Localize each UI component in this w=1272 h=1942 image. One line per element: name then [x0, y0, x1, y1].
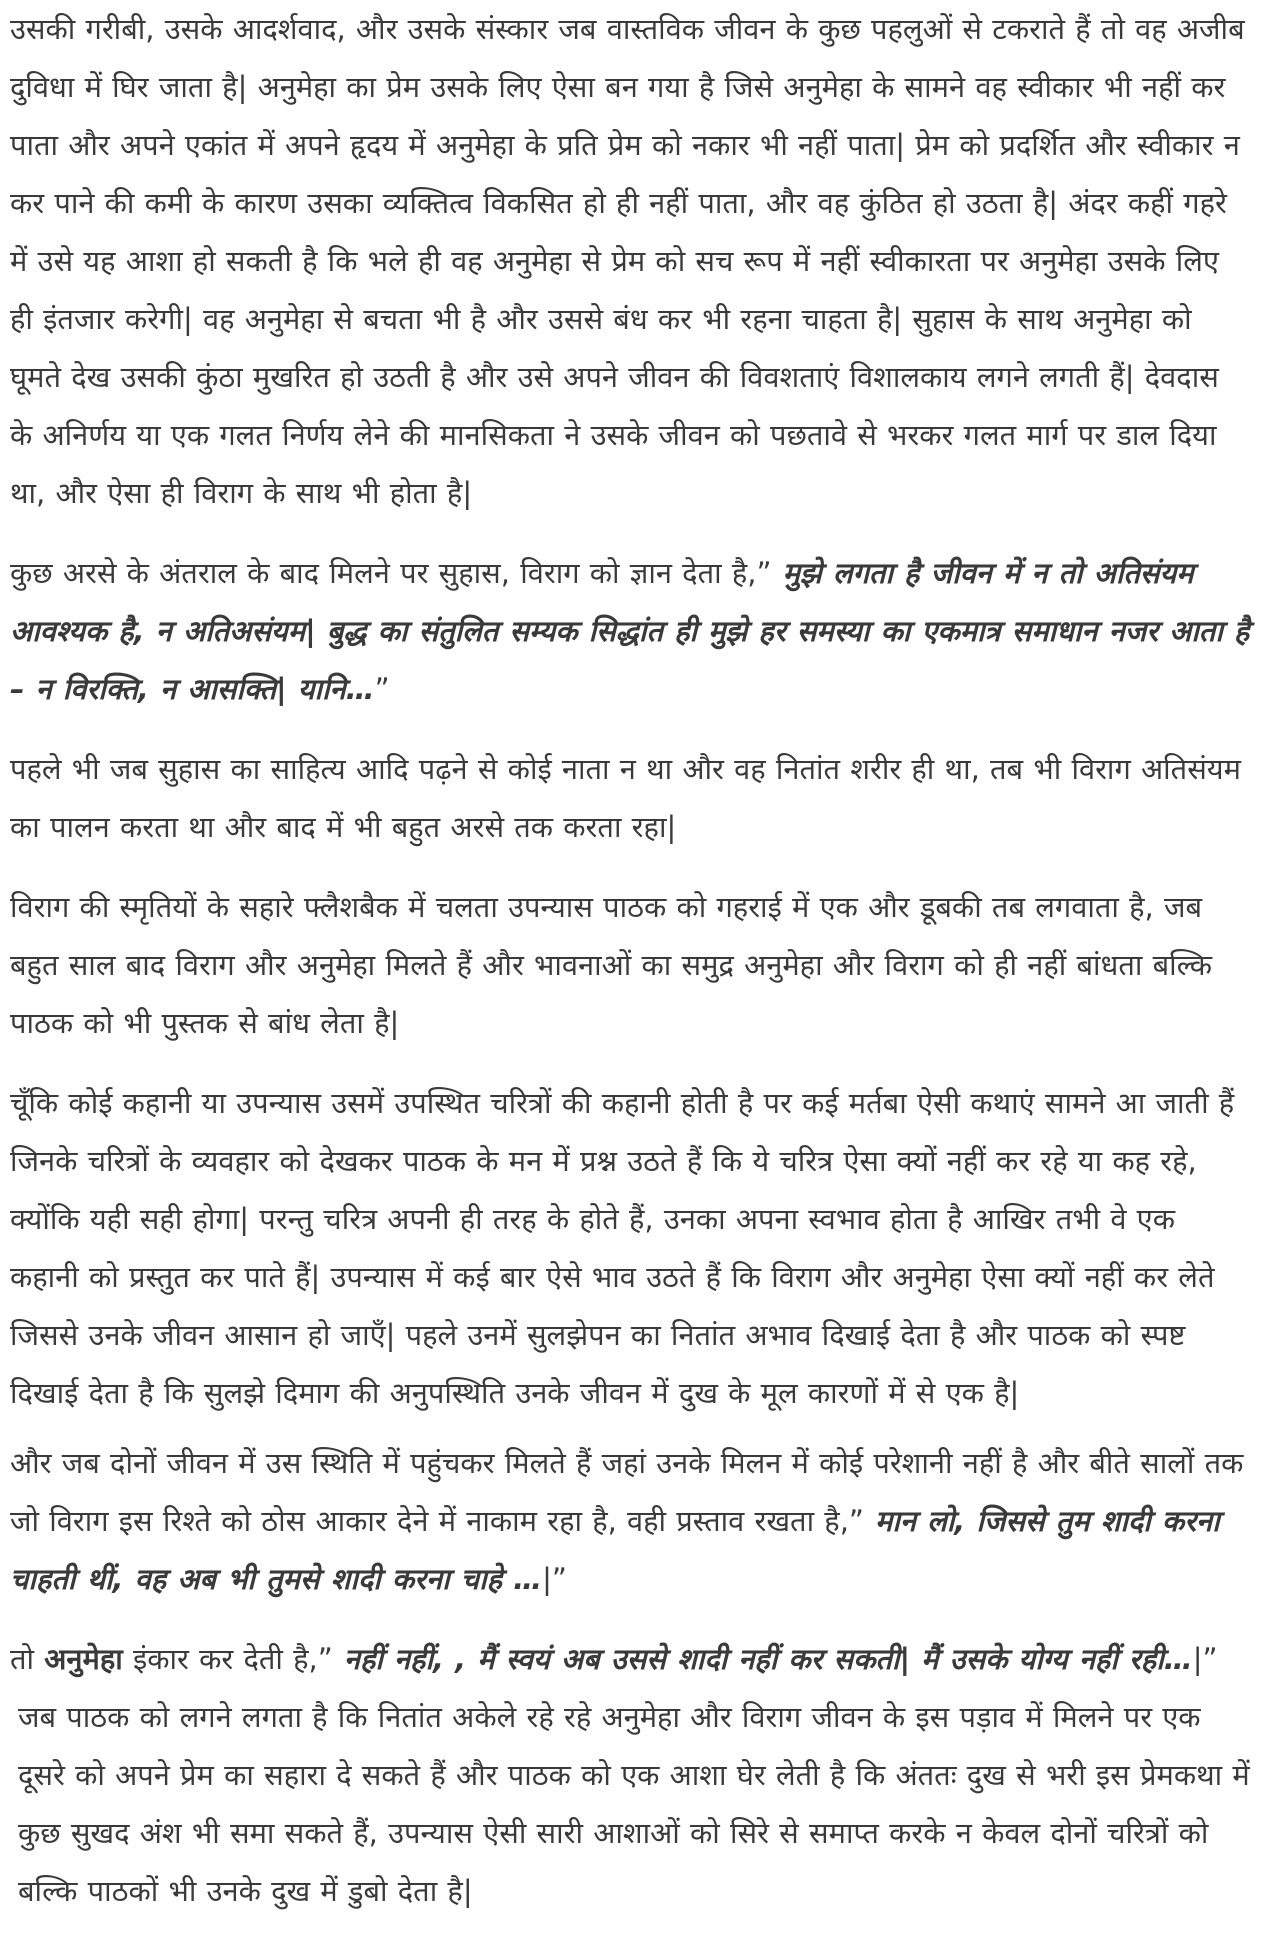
- paragraph-5: चूँकि कोई कहानी या उपन्यास उसमें उपस्थित चरित्रों की कहानी होती है पर कई मर्तबा ऐसी कथाएं सामने आ जाती हैं जिनके चरित्रों के व्यवहार को देखकर पाठक के मन में प्रश्न उठते हैं कि ये चरित्र ऐसा क्यों नहीं कर रहे या कह रहे, क्योंकि यही सही होगा| परन्तु चरित्र अपनी ही तरह के होते हैं, उनका अपना स्वभाव होता है आखिर तभी वे एक कहानी को प्रस्तुत कर पाते हैं| उपन्यास में कई बार ऐसे भाव उठते हैं कि विराग और अनुमेहा ऐसा क्यों नहीं कर लेते जिससे उनके जीवन आसान हो जाएँ| पहले उनमें सुलझेपन का नितांत अभाव दिखाई देता है और पाठक को स्पष्ट दिखाई देता है कि सुलझे दिमाग की अनुपस्थिति उनके जीवन में दुख के मूल कारणों में से एक है|: [10, 1086, 1235, 1410]
- article-body: [10, 0, 1250, 1942]
- quote-suhas: मुझे लगता है जीवन में न तो अतिसंयम आवश्यक है, न अतिअसंयम| बुद्ध का संतुलित सम्यक सिद्धांत ही मुझे हर समस्या का एकमात्र समाधान नजर आता है – न विरक्ति, न आसक्ति| यानि…: [10, 556, 1250, 706]
- paragraph-6: और जब दोनों जीवन में उस स्थिति में पहुंचकर मिलते हैं जहां उनके मिलन में कोई परेशानी नहीं है और बीते सालों तक जो विराग इस रिश्ते को ठोस आकार देने में नाकाम रहा है, वही प्रस्ताव रखता है,” मान लो, जिससे तुम शादी करना चाहती थीं, वह अब भी तुमसे शादी करना चाहे …|”: [10, 1446, 1244, 1596]
- paragraph-4: विराग की स्मृतियों के सहारे फ्लैशबैक में चलता उपन्यास पाठक को गहराई में एक और डूबकी तब लगवाता है, जब बहुत साल बाद विराग और अनुमेहा मिलते हैं और भावनाओं का समुद्र अनुमेहा और विराग को ही नहीं बांधता बल्कि पाठक को भी पुस्तक से बांध लेता है|: [10, 890, 1213, 1040]
- paragraph-8: जब पाठक को लगने लगता है कि नितांत अकेले रहे रहे अनुमेहा और विराग जीवन के इस पड़ाव में मिलने पर एक दूसरे को अपने प्रेम का सहारा दे सकते हैं और पाठक को एक आशा घेर लेती है कि अंततः दुख से भरी इस प्रेमकथा में कुछ सुखद अंश भी समा सकते हैं, उपन्यास ऐसी सारी आशाओं को सिरे से समाप्त करके न केवल दोनों चरित्रों को बल्कि पाठकों भी उनके दुख में डुबो देता है|: [18, 1700, 1250, 1908]
- quote-virag: मान लो, जिससे तुम शादी करना चाहती थीं, वह अब भी तुमसे शादी करना चाहे …: [10, 1504, 1220, 1596]
- quote-anumeha: नहीं नहीं, , मैं स्वयं अब उससे शादी नहीं कर सकती| मैं उसके योग्य नहीं रही…: [332, 1642, 1193, 1676]
- paragraph-2: कुछ अरसे के अंतराल के बाद मिलने पर सुहास, विराग को ज्ञान देता है,” मुझे लगता है जीवन में न तो अतिसंयम आवश्यक है, न अतिअसंयम| बुद्ध का संतुलित सम्यक सिद्धांत ही मुझे हर समस्या का एकमात्र समाधान नजर आता है – न विरक्ति, न आसक्ति| यानि…”: [10, 556, 1250, 706]
- paragraph-3: पहले भी जब सुहास का साहित्य आदि पढ़ने से कोई नाता न था और वह नितांत शरीर ही था, तब भी विराग अतिसंयम का पालन करता था और बाद में भी बहुत अरसे तक करता रहा|: [10, 752, 1241, 844]
- paragraph-7: तो अनुमेहा इंकार कर देती है,” नहीं नहीं, , मैं स्वयं अब उससे शादी नहीं कर सकती| मैं उसके योग्य नहीं रही…|”: [10, 1642, 1218, 1676]
- paragraph-1: उसकी गरीबी, उसके आदर्शवाद, और उसके संस्कार जब वास्तविक जीवन के कुछ पहलुओं से टकराते हैं तो वह अजीब दुविधा में घिर जाता है| अनुमेहा का प्रेम उसके लिए ऐसा बन गया है जिसे अनुमेहा के सामने वह स्वीकार भी नहीं कर पाता और अपने एकांत में अपने हृदय में अनुमेहा के प्रति प्रेम को नकार भी नहीं पाता| प्रेम को प्रदर्शित और स्वीकार न कर पाने की कमी के कारण उसका व्यक्तित्व विकसित हो ही नहीं पाता, और वह कुंठित हो उठता है| अंदर कहीं गहरे में उसे यह आशा हो सकती है कि भले ही वह अनुमेहा से प्रेम को सच रूप में नहीं स्वीकारता पर अनुमेहा उसके लिए ही इंतजार करेगी| वह अनुमेहा से बचता भी है और उससे बंध कर भी रहना चाहता है| सुहास के साथ अनुमेहा को घूमते देख उसकी कुंठा मुखरित हो उठती है और उसे अपने जीवन की विवशताएं विशालकाय लगने लगती हैं| देवदास के अनिर्णय या एक गलत निर्णय लेने की मानसिकता ने उसके जीवन को पछतावे से भरकर गलत मार्ग पर डाल दिया था, और ऐसा ही विराग के साथ भी होता है|: [10, 12, 1245, 510]
- name-anumeha: अनुमेहा: [44, 1642, 123, 1676]
